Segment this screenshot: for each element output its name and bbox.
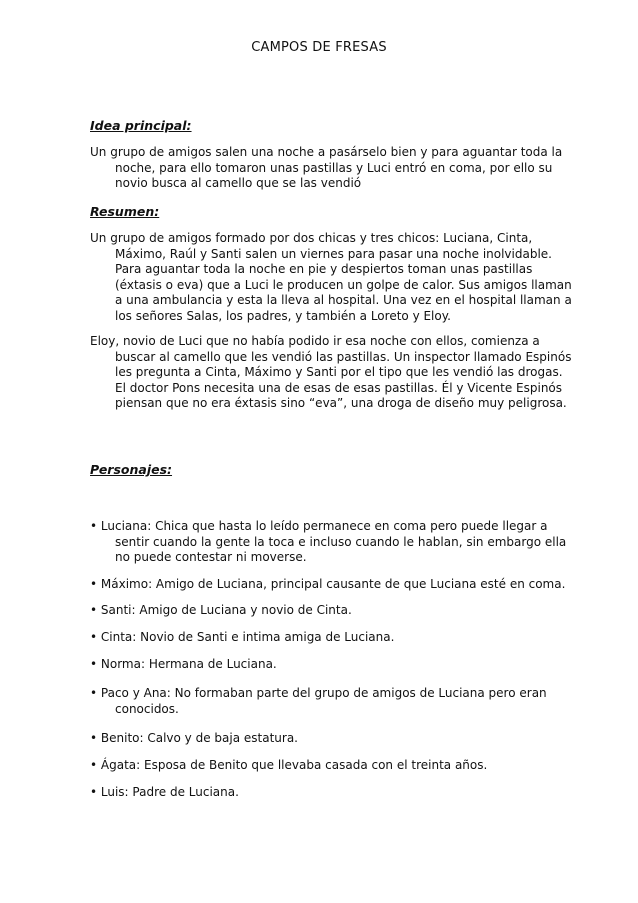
list-item-luis: • Luis: Padre de Luciana. bbox=[90, 785, 239, 799]
idea-principal-text: Un grupo de amigos salen una noche a pasárselo bien y para aguantar toda la noche, para ello tomaron unas pastillas y Luci entró en coma, por ello su novio busca al camello que se las vendió bbox=[90, 145, 563, 191]
resumen-paragraph-1: Un grupo de amigos formado por dos chicas y tres chicos: Luciana, Cinta, Máximo, Raúl y Santi salen un viernes para pasar una noche inolvidable. Para aguantar toda la noche en pie y despiertos toman unas pastillas (éxtasis o eva) que a Luci le producen un golpe de calor. Sus amigos llaman a una ambulancia y esta la lleva al hospital. Una vez en el hospital llaman a los señores Salas, los padres, y también a Loreto y Eloy. bbox=[90, 231, 572, 323]
heading-idea-principal: Idea principal: bbox=[90, 118, 192, 133]
list-item-maximo: • Máximo: Amigo de Luciana, principal causante de que Luciana esté en coma. bbox=[90, 577, 566, 591]
list-item-benito: • Benito: Calvo y de baja estatura. bbox=[90, 731, 298, 745]
list-item-agata: • Ágata: Esposa de Benito que llevaba casada con el treinta años. bbox=[90, 758, 488, 772]
list-item-cinta: • Cinta: Novio de Santi e intima amiga de Luciana. bbox=[90, 630, 395, 644]
document-title: CAMPOS DE FRESAS bbox=[251, 40, 387, 55]
list-item-paco-ana: • Paco y Ana: No formaban parte del grupo de amigos de Luciana pero eran conocidos. bbox=[90, 686, 547, 716]
resumen-paragraph-2: Eloy, novio de Luci que no había podido ir esa noche con ellos, comienza a buscar al camello que les vendió las pastillas. Un inspector llamado Espinós les pregunta a Cinta, Máximo y Santi por el tipo que les vendió las drogas. El doctor Pons necesita una de esas de esas pastillas. Él y Vicente Espinós piensan que no era éxtasis sino “eva”, una droga de diseño muy peligrosa. bbox=[90, 334, 572, 411]
list-item-santi: • Santi: Amigo de Luciana y novio de Cinta. bbox=[90, 603, 352, 617]
list-item-luciana: • Luciana: Chica que hasta lo leído permanece en coma pero puede llegar a sentir cuando la gente la toca e incluso cuando le hablan, sin embargo ella no puede contestar ni moverse. bbox=[90, 519, 567, 565]
heading-resumen: Resumen: bbox=[90, 204, 160, 219]
heading-personajes: Personajes: bbox=[90, 462, 173, 477]
list-item-norma: • Norma: Hermana de Luciana. bbox=[90, 657, 277, 671]
